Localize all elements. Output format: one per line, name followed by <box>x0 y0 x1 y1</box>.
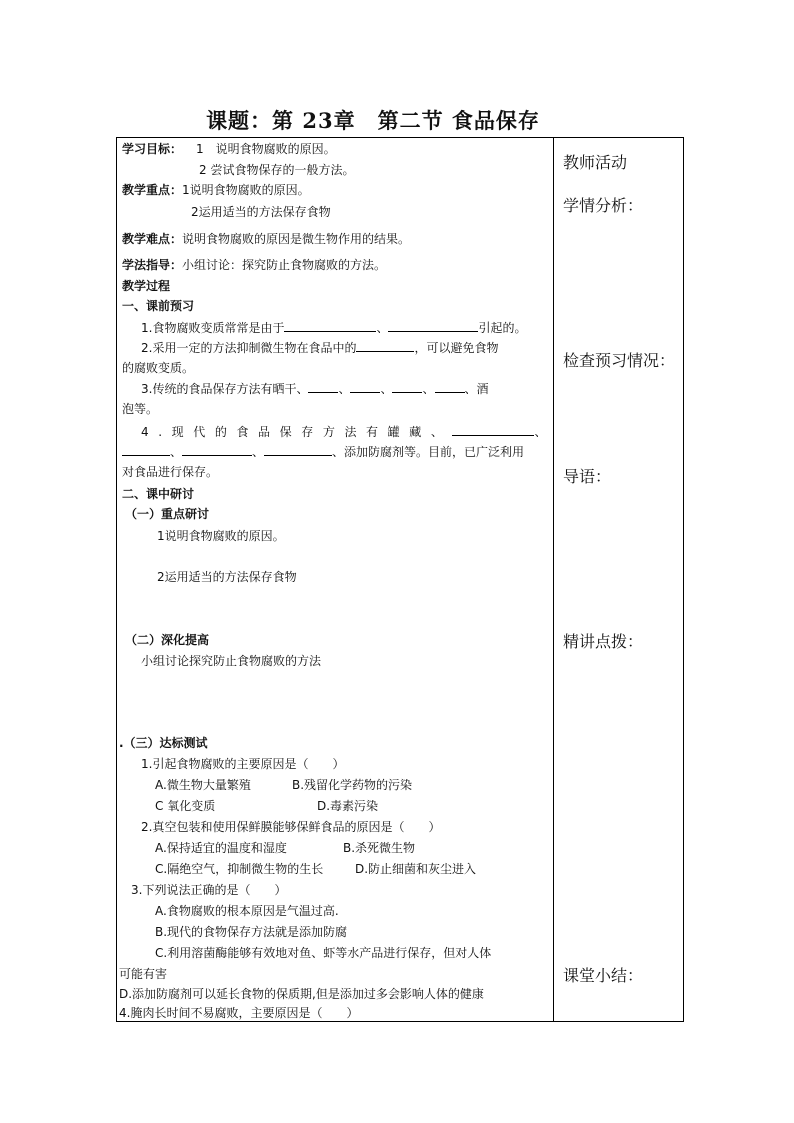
inclass-heading: 二、课中研讨 <box>122 487 195 501</box>
quiz-q1-option-a: A.微生物大量繁殖 <box>155 778 251 792</box>
deepening-text: 小组讨论探究防止食物腐败的方法 <box>141 654 322 668</box>
preview-q4: 4.现代的食品保存方法有罐藏、 、 <box>141 425 547 439</box>
objectives-item-1: 1 说明食物腐败的原因。 <box>196 142 336 156</box>
quiz-q1-option-c: C 氧化变质 <box>155 799 216 813</box>
quiz-q2-option-a: A.保持适宜的温度和湿度 <box>155 841 287 855</box>
lesson-content <box>117 138 553 1021</box>
teacher-activity-label: 教师活动 <box>563 153 628 172</box>
deepening-heading: （二）深化提高 <box>125 633 210 647</box>
objectives-label: 学习目标： <box>122 142 183 156</box>
quiz-q3-option-c: C.利用溶菌酶能够有效地对鱼、虾等水产品进行保存，但对人体 <box>155 946 492 960</box>
quiz-q3: 3.下列说法正确的是（ ） <box>131 883 287 897</box>
method-label: 学法指导： <box>122 258 183 272</box>
key-guidance-label: 精讲点拨： <box>563 632 644 651</box>
preview-q3-cont: 泡等。 <box>122 402 159 416</box>
quiz-q1-option-d: D.毒素污染 <box>317 799 379 813</box>
preview-heading: 一、课前预习 <box>122 299 195 313</box>
preview-q3: 3.传统的食品保存方法有晒干、 、 、 、 、酒 <box>141 382 489 396</box>
test-heading: .（三）达标测试 <box>119 736 208 750</box>
preview-q1: 1.食物腐败变质常常是由于 、 引起的。 <box>141 321 527 335</box>
class-summary-label: 课堂小结： <box>563 966 644 985</box>
quiz-q3-option-a: A.食物腐败的根本原因是气温过高. <box>155 904 339 918</box>
teacher-column <box>554 138 684 1021</box>
objectives-item-2: 2 尝试食物保存的一般方法。 <box>199 163 355 177</box>
key-discussion-item-1: 1说明食物腐败的原因。 <box>157 529 285 543</box>
method-text: 小组讨论：探究防止食物腐败的方法。 <box>182 258 387 272</box>
key-points-item-1: 1说明食物腐败的原因。 <box>182 183 310 197</box>
difficulty-text: 说明食物腐败的原因是微生物作用的结果。 <box>182 232 411 246</box>
quiz-q2-option-c: C.隔绝空气，抑制微生物的生长 <box>155 862 324 876</box>
key-discussion-heading: （一）重点研讨 <box>125 507 210 521</box>
preview-q4-end: 对食品进行保存。 <box>122 465 219 479</box>
quiz-q4: 4.腌肉长时间不易腐败，主要原因是（ ） <box>119 1006 359 1020</box>
quiz-q2: 2.真空包装和使用保鲜膜能够保鲜食品的原因是（ ） <box>141 820 441 834</box>
difficulty-label: 教学难点： <box>122 232 183 246</box>
intro-label: 导语： <box>563 467 612 486</box>
page-title: 课题：第 23章 第二节 食品保存 <box>206 108 540 133</box>
check-preview-label: 检查预习情况： <box>563 351 676 370</box>
lesson-table <box>116 137 684 1022</box>
quiz-q2-option-d: D.防止细菌和灰尘进入 <box>355 862 477 876</box>
preview-q2-cont: 的腐败变质。 <box>122 361 195 375</box>
process-heading: 教学过程 <box>122 279 171 293</box>
preview-q2: 2.采用一定的方法抑制微生物在食品中的 ，可以避免食物 <box>141 341 499 355</box>
preview-q4-cont: 、 、 、添加防腐剂等。目前，已广泛利用 <box>122 444 524 460</box>
key-points-label: 教学重点： <box>122 183 183 197</box>
quiz-q3-option-c-cont: 可能有害 <box>119 967 168 981</box>
quiz-q3-option-b: B.现代的食物保存方法就是添加防腐 <box>155 925 348 939</box>
student-analysis-label: 学情分析： <box>563 196 644 215</box>
quiz-q2-option-b: B.杀死微生物 <box>343 841 416 855</box>
quiz-q1: 1.引起食物腐败的主要原因是（ ） <box>141 757 345 771</box>
key-discussion-item-2: 2运用适当的方法保存食物 <box>157 570 297 584</box>
quiz-q1-option-b: B.残留化学药物的污染 <box>292 778 413 792</box>
key-points-item-2: 2运用适当的方法保存食物 <box>191 205 331 219</box>
quiz-q3-option-d: D.添加防腐剂可以延长食物的保质期,但是添加过多会影响人体的健康 <box>119 987 484 1001</box>
